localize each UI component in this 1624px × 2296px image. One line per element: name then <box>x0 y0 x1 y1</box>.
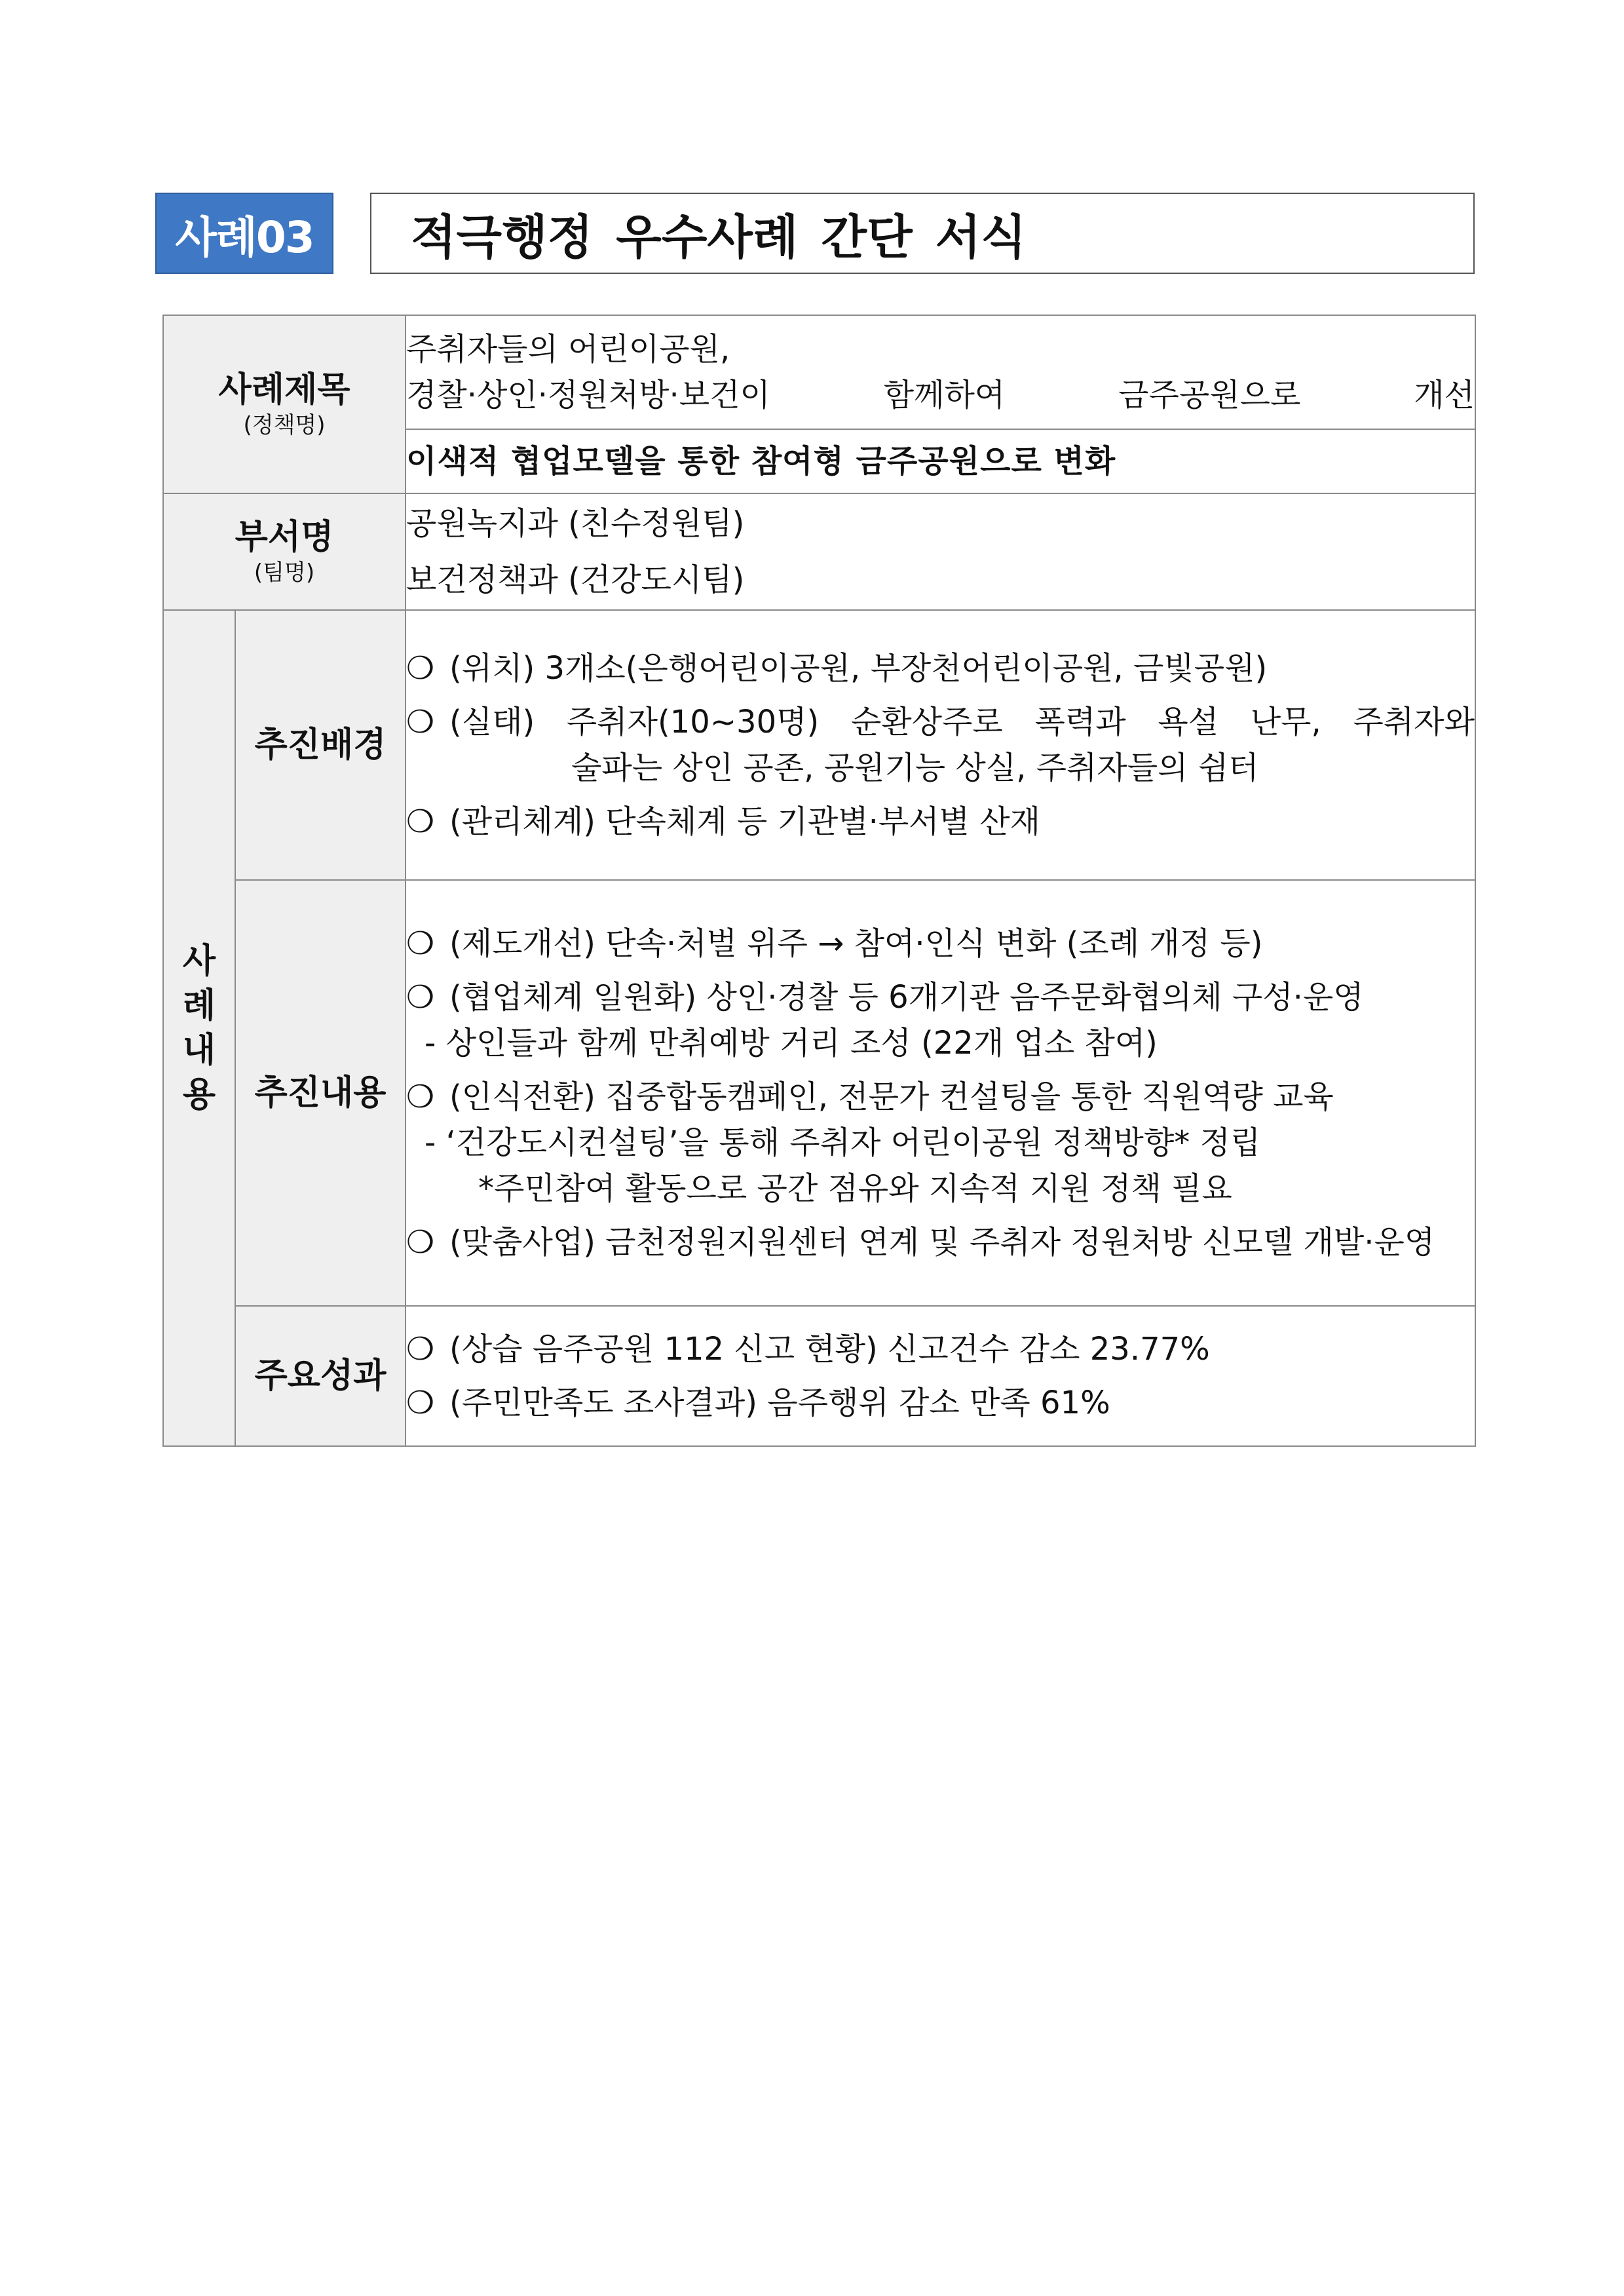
background-item-2 <box>406 699 1475 791</box>
details-cell <box>406 880 1475 1306</box>
case-summary-table <box>162 315 1476 1447</box>
background-item-1 <box>406 645 1475 691</box>
case-number-badge: 사례03 <box>155 193 333 274</box>
case-content-label-3: 내 <box>182 1031 216 1070</box>
page-title: 적극행정 우수사례 간단 서식 <box>370 193 1475 274</box>
results-item-2 <box>406 1376 1475 1430</box>
background-item-3-text: (관리체계) 단속체계 등 기관별·부서별 산재 <box>449 803 1040 840</box>
department-line1: 공원녹지과 (친수정원팀) <box>406 505 745 542</box>
case-subtitle: 이색적 협업모델을 통한 참여형 금주공원으로 변화 <box>406 443 1116 480</box>
details-item-1 <box>406 921 1475 966</box>
details-item-3-note: *주민참여 활동으로 공간 점유와 지속적 지원 정책 필요 <box>478 1170 1232 1207</box>
circle-bullet-icon: ❍ <box>406 650 435 687</box>
circle-bullet-icon: ❍ <box>406 979 435 1016</box>
details-item-3 <box>406 1074 1475 1212</box>
details-item-2-sub: - 상인들과 함께 만취예방 거리 조성 (22개 업소 참여) <box>425 1025 1158 1062</box>
background-cell <box>406 610 1475 880</box>
case-title-line1: 주취자들의 어린이공원, <box>406 331 730 368</box>
case-content-label-4: 용 <box>182 1075 216 1115</box>
background-item-2-continuation: 술파는 상인 공존, 공원기능 상실, 주취자들의 쉼터 <box>571 750 1259 786</box>
details-item-3-sub: - ‘건강도시컨설팅’을 통해 주취자 어린이공원 정책방향* 정립 <box>425 1124 1261 1161</box>
circle-bullet-icon: ❍ <box>406 925 435 962</box>
department-label: 부서명 <box>235 518 334 557</box>
background-header <box>235 610 406 880</box>
results-label: 주요성과 <box>254 1356 387 1396</box>
department-line2: 보건정책과 (건강도시팀) <box>406 562 745 598</box>
details-item-4 <box>406 1219 1475 1265</box>
circle-bullet-icon: ❍ <box>406 1331 435 1368</box>
results-item-1 <box>406 1322 1475 1376</box>
details-item-2-text: (협업체계 일원화) 상인·경찰 등 6개기관 음주문화협의체 구성·운영 <box>449 979 1364 1016</box>
results-header <box>235 1306 406 1446</box>
details-label: 추진내용 <box>254 1073 387 1113</box>
circle-bullet-icon: ❍ <box>406 704 435 740</box>
department-sublabel: (팀명) <box>254 560 315 586</box>
details-item-3-text: (인식전환) 집중합동캠페인, 전문가 컨설팅을 통한 직원역량 교육 <box>449 1079 1334 1115</box>
department-header <box>163 493 406 610</box>
results-item-2-text: (주민만족도 조사결과) 음주행위 감소 만족 61% <box>449 1385 1110 1421</box>
details-item-4-text: (맞춤사업) 금천정원지원센터 연계 및 주취자 정원처방 신모델 개발·운영 <box>449 1224 1435 1261</box>
results-item-1-text: (상습 음주공원 112 신고 현황) 신고건수 감소 23.77% <box>449 1331 1210 1368</box>
background-item-1-text: (위치) 3개소(은행어린이공원, 부장천어린이공원, 금빛공원) <box>449 650 1268 687</box>
circle-bullet-icon: ❍ <box>406 1079 435 1115</box>
case-content-label-2: 례 <box>182 986 216 1025</box>
background-label: 추진배경 <box>254 725 387 765</box>
case-subtitle-cell <box>406 429 1475 493</box>
case-title-label: 사례제목 <box>218 370 350 410</box>
circle-bullet-icon: ❍ <box>406 1224 435 1261</box>
circle-bullet-icon: ❍ <box>406 803 435 840</box>
details-item-2 <box>406 974 1475 1066</box>
case-title-header <box>163 315 406 493</box>
case-title-line2: 경찰·상인·정원처방·보건이 함께하여 금주공원으로 개선 <box>406 377 1475 413</box>
results-cell <box>406 1306 1475 1446</box>
details-header <box>235 880 406 1306</box>
circle-bullet-icon: ❍ <box>406 1385 435 1421</box>
details-item-1-text: (제도개선) 단속·처벌 위주 → 참여·인식 변화 (조례 개정 등) <box>449 925 1263 962</box>
background-item-2-text: (실태) 주취자(10~30명) 순환상주로 폭력과 욕설 난무, 주취자와 <box>449 704 1475 740</box>
case-content-label-1: 사 <box>182 942 216 981</box>
case-title-sublabel: (정책명) <box>243 412 326 438</box>
case-content-header <box>163 610 235 1446</box>
department-cell <box>406 493 1475 610</box>
case-title-cell <box>406 315 1475 429</box>
background-item-3 <box>406 799 1475 845</box>
